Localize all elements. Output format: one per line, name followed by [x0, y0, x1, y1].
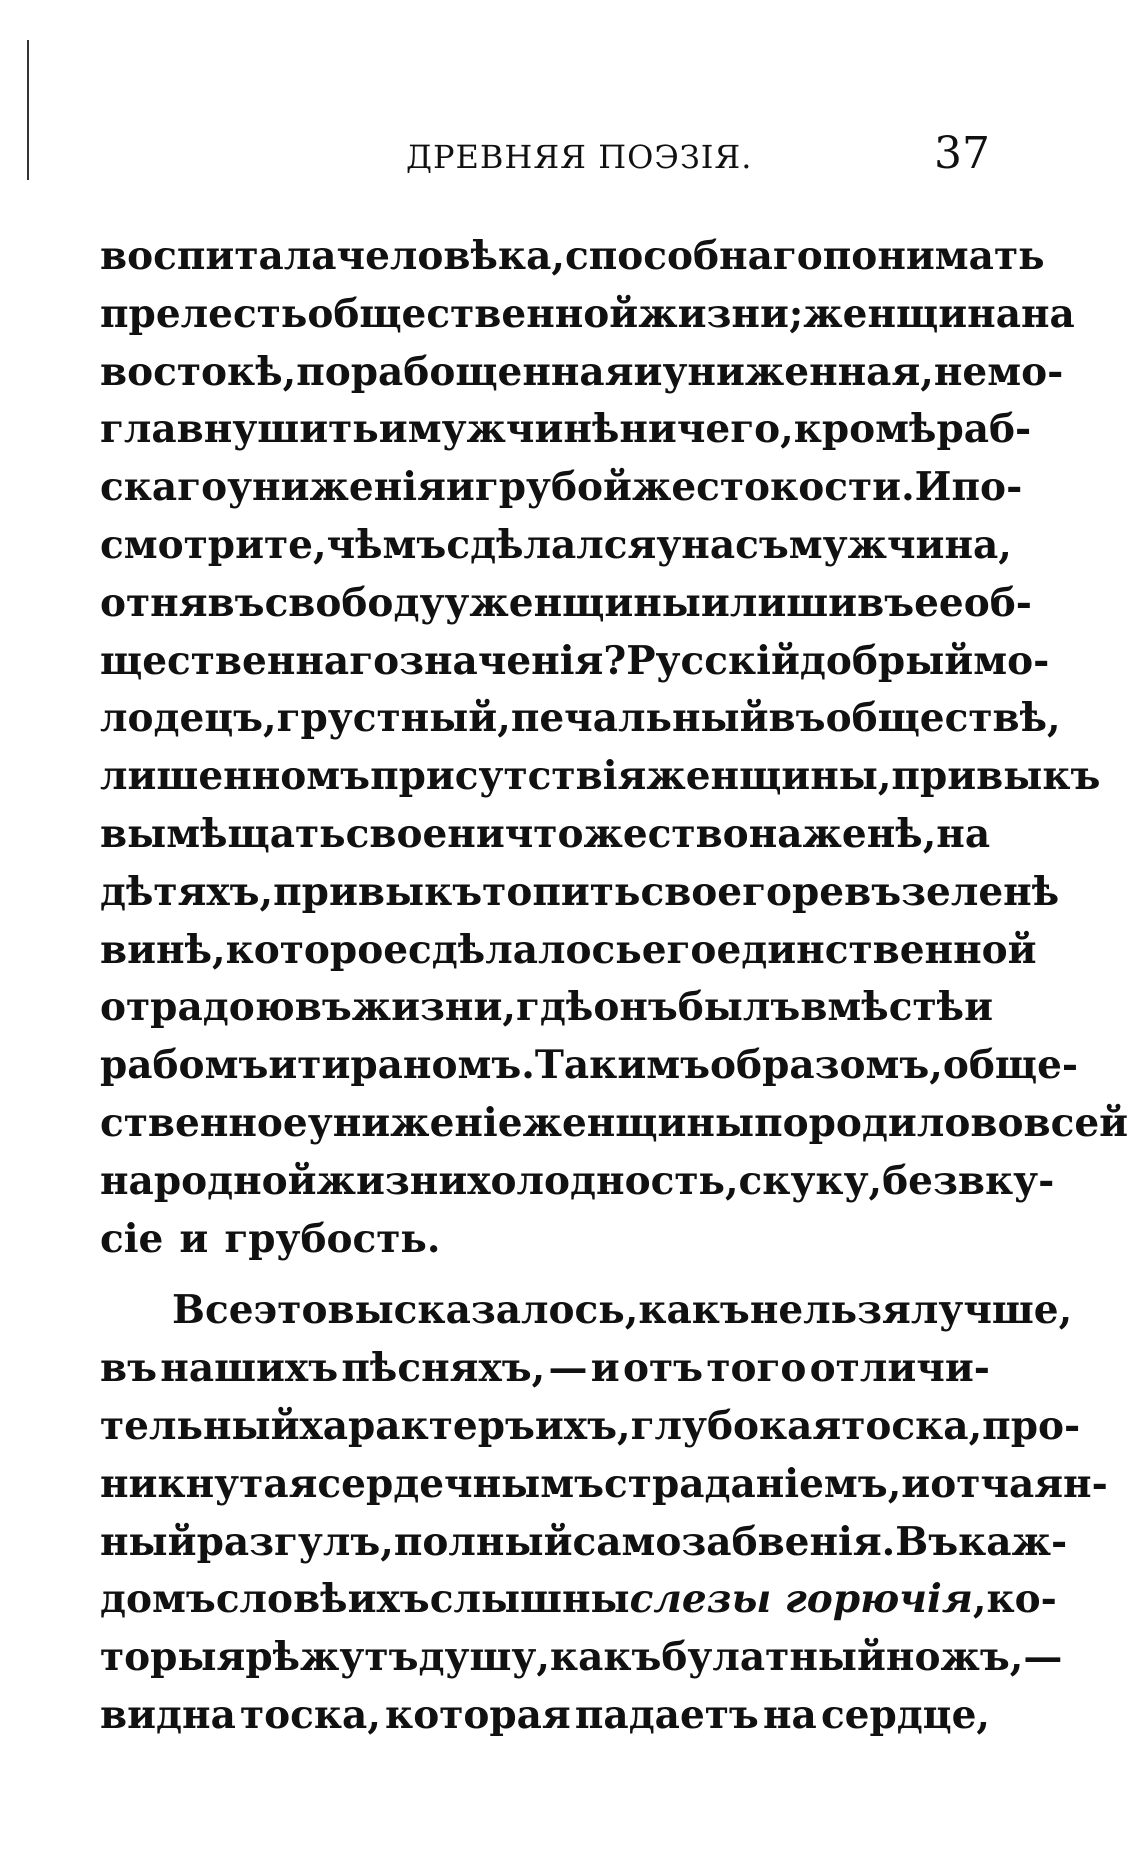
word: отличи-: [809, 1345, 990, 1392]
word: былъ: [677, 984, 801, 1031]
word: грубость.: [224, 1215, 441, 1262]
text-line: [100, 1037, 1079, 1095]
word: сдѣлалось: [408, 926, 642, 973]
word: ихъ: [347, 1576, 430, 1623]
word: тоска,: [239, 1691, 381, 1738]
text-line: [100, 1340, 990, 1398]
text-line: [100, 1211, 990, 1269]
emphasis: слезы горючія: [629, 1576, 973, 1623]
text-line: [100, 1153, 1055, 1211]
word: воспитала: [100, 233, 337, 279]
word: и: [964, 984, 993, 1031]
word: отрадою: [100, 984, 295, 1031]
word: женѣ,: [802, 810, 937, 857]
word: лишенномъ: [100, 753, 371, 800]
word: булатный: [661, 1634, 886, 1681]
word: которая: [385, 1691, 571, 1738]
word: которое: [225, 926, 409, 973]
word: на: [748, 810, 803, 857]
word: женщины: [469, 579, 701, 626]
word: въ: [768, 695, 826, 742]
word: не: [933, 348, 988, 395]
word: и: [590, 1345, 620, 1392]
word: въ: [844, 868, 902, 915]
word: зеленѣ: [901, 868, 1060, 915]
word: единственной: [716, 926, 1037, 973]
word: безвку-: [882, 1157, 1055, 1204]
word: домъ: [100, 1576, 216, 1623]
word: словѣ: [215, 1576, 348, 1623]
word: об-: [963, 579, 1032, 626]
word: тираномъ.: [297, 1042, 535, 1089]
word: душу,: [418, 1634, 550, 1681]
word: жизни,: [351, 984, 516, 1031]
word: чѣмъ: [326, 521, 447, 568]
word: у: [444, 579, 470, 626]
word: породило: [754, 1099, 971, 1146]
word: женщины: [522, 1099, 755, 1146]
word: общественной: [307, 290, 639, 337]
word: печальный: [510, 695, 769, 742]
text-line: [100, 575, 1032, 633]
word: и: [901, 1460, 931, 1507]
text-line: [100, 286, 1075, 344]
word: человѣка,: [336, 233, 565, 279]
text-line: [100, 748, 1101, 806]
word: униженіе: [307, 1099, 523, 1146]
word: добрый: [799, 637, 974, 684]
text-line: [100, 1514, 1068, 1572]
word: всей: [1023, 1099, 1129, 1146]
word: народной: [100, 1157, 317, 1204]
word: женщина: [803, 290, 1021, 337]
word: востокѣ,: [100, 348, 297, 395]
word: скуку,: [738, 1157, 883, 1204]
word: какъ: [638, 1287, 750, 1334]
word: отнявъ: [100, 579, 265, 626]
word: сдѣлался: [446, 521, 657, 568]
word: горе: [742, 868, 845, 915]
word: привыкъ: [891, 753, 1101, 800]
word: лишивъ: [729, 579, 915, 626]
word: свободу: [264, 579, 445, 626]
word: ихъ,: [534, 1402, 631, 1449]
word: видна: [100, 1691, 236, 1738]
word: каж-: [958, 1518, 1068, 1565]
word: и: [633, 348, 663, 395]
word: и: [445, 464, 475, 511]
word: характеръ: [299, 1402, 535, 1449]
word: смотрите,: [100, 521, 327, 568]
word: ее: [914, 579, 964, 626]
word: раб-: [936, 406, 1032, 453]
word: ,: [972, 1576, 987, 1623]
word: свое: [640, 868, 743, 915]
word: Въ: [895, 1518, 959, 1565]
word: его: [641, 926, 717, 973]
word: лучше,: [910, 1287, 1073, 1334]
paragraph-2: [100, 1282, 1108, 1744]
word: И: [914, 464, 952, 511]
word: винѣ,: [100, 926, 226, 973]
word: падаетъ: [574, 1691, 759, 1738]
word: и: [179, 1215, 209, 1262]
word: ничтожество: [447, 810, 749, 857]
word: и: [700, 579, 730, 626]
text-line: [100, 459, 1023, 517]
word: мужчина,: [788, 521, 1012, 568]
word: разгулъ,: [196, 1518, 394, 1565]
word: грубой: [474, 464, 632, 511]
word: на: [1020, 290, 1075, 337]
text-line: [100, 922, 1037, 980]
text-line: [100, 1282, 1073, 1340]
word: того: [706, 1345, 807, 1392]
word: сіе: [100, 1215, 164, 1262]
text-line: [100, 1687, 990, 1745]
word: ственное: [100, 1099, 308, 1146]
word: гдѣ: [515, 984, 594, 1031]
word: про-: [982, 1402, 1081, 1449]
word: привыкъ: [273, 868, 483, 915]
text-line: [100, 1456, 1108, 1514]
word: присутствія: [370, 753, 647, 800]
word: способнаго: [564, 233, 823, 279]
text-line: [100, 401, 1032, 459]
word: дѣтяхъ,: [100, 868, 274, 915]
word: женщины,: [646, 753, 892, 800]
text-line: [100, 1095, 1129, 1153]
word: отчаян-: [930, 1460, 1108, 1507]
word: понимать: [822, 233, 1045, 279]
word: обществѣ,: [825, 695, 1061, 742]
word: высказалось,: [327, 1287, 639, 1334]
word: ко-: [986, 1576, 1057, 1623]
word: мужчинѣ: [407, 406, 620, 453]
page-header: [100, 128, 990, 182]
word: во: [970, 1099, 1024, 1146]
paragraph-1: [100, 228, 1129, 1268]
word: Такимъ: [534, 1042, 711, 1089]
word: слышны: [429, 1576, 630, 1623]
word: вмѣстѣ: [800, 984, 965, 1031]
word: нашихъ: [160, 1345, 339, 1392]
word: и: [268, 1042, 298, 1089]
margin-rule: [27, 40, 29, 180]
word: кромѣ: [793, 406, 937, 453]
word: лодецъ,: [100, 695, 277, 742]
word: ный: [100, 1518, 197, 1565]
word: обще-: [942, 1042, 1079, 1089]
word: сердечнымъ: [317, 1460, 605, 1507]
text-line: [100, 517, 1012, 575]
word: жизни;: [638, 290, 804, 337]
text-line: [100, 344, 1064, 402]
word: мо-: [987, 348, 1064, 395]
word: ничего,: [619, 406, 794, 453]
word: жестокости.: [631, 464, 915, 511]
word: скаго: [100, 464, 228, 511]
running-head: ДРЕВНЯЯ ПОЭЗІЯ.: [406, 138, 753, 176]
word: онъ: [593, 984, 678, 1031]
word: свое: [345, 810, 448, 857]
word: нельзя: [749, 1287, 911, 1334]
word: жизни: [316, 1157, 468, 1204]
word: рѣжутъ: [245, 1634, 419, 1681]
word: грустный,: [276, 695, 511, 742]
word: въ: [100, 1345, 158, 1392]
word: гла: [100, 406, 177, 453]
word: внушить: [176, 406, 379, 453]
word: глубокая: [630, 1402, 842, 1449]
page-number: 37: [934, 128, 990, 179]
word: тельный: [100, 1402, 300, 1449]
word: вымѣщать: [100, 810, 346, 857]
text-line: [100, 1398, 1081, 1456]
word: топить: [482, 868, 641, 915]
body-text: [100, 228, 1129, 1745]
word: пѣсняхъ,: [341, 1345, 546, 1392]
text-line: [100, 864, 1060, 922]
word: униженія: [227, 464, 446, 511]
text-line: [100, 633, 1050, 691]
text-line: [100, 1571, 1057, 1629]
word: ножъ,: [885, 1634, 1024, 1681]
word: какъ: [549, 1634, 662, 1681]
word: униженная,: [662, 348, 934, 395]
word: отъ: [622, 1345, 704, 1392]
word: прелесть: [100, 290, 308, 337]
word: это: [253, 1287, 328, 1334]
word: образомъ,: [710, 1042, 943, 1089]
word: тоска,: [841, 1402, 983, 1449]
word: страданіемъ,: [604, 1460, 902, 1507]
word: по-: [951, 464, 1023, 511]
word: сердце,: [820, 1691, 990, 1738]
word: и: [378, 406, 408, 453]
word: никнутая: [100, 1460, 318, 1507]
word: Русскій: [626, 637, 800, 684]
text-line: [100, 979, 993, 1037]
word: въ: [294, 984, 352, 1031]
word: Все: [172, 1287, 254, 1334]
word: на: [936, 810, 991, 857]
word: —: [548, 1345, 588, 1392]
word: у: [656, 521, 682, 568]
word: значенія?: [399, 637, 627, 684]
word: полный: [393, 1518, 573, 1565]
text-line: [100, 228, 1045, 286]
text-line: [100, 1629, 1063, 1687]
word: холодность,: [467, 1157, 739, 1204]
word: —: [1023, 1634, 1063, 1681]
word: самозабвенія.: [572, 1518, 896, 1565]
word: на: [762, 1691, 817, 1738]
word: рабомъ: [100, 1042, 269, 1089]
word: торыя: [100, 1634, 246, 1681]
word: насъ: [681, 521, 789, 568]
italic-phrase: [630, 1571, 987, 1629]
word: щественнаго: [100, 637, 400, 684]
text-line: [100, 690, 1061, 748]
word: мо-: [973, 637, 1050, 684]
text-line: [100, 806, 990, 864]
word: порабощенная: [296, 348, 634, 395]
